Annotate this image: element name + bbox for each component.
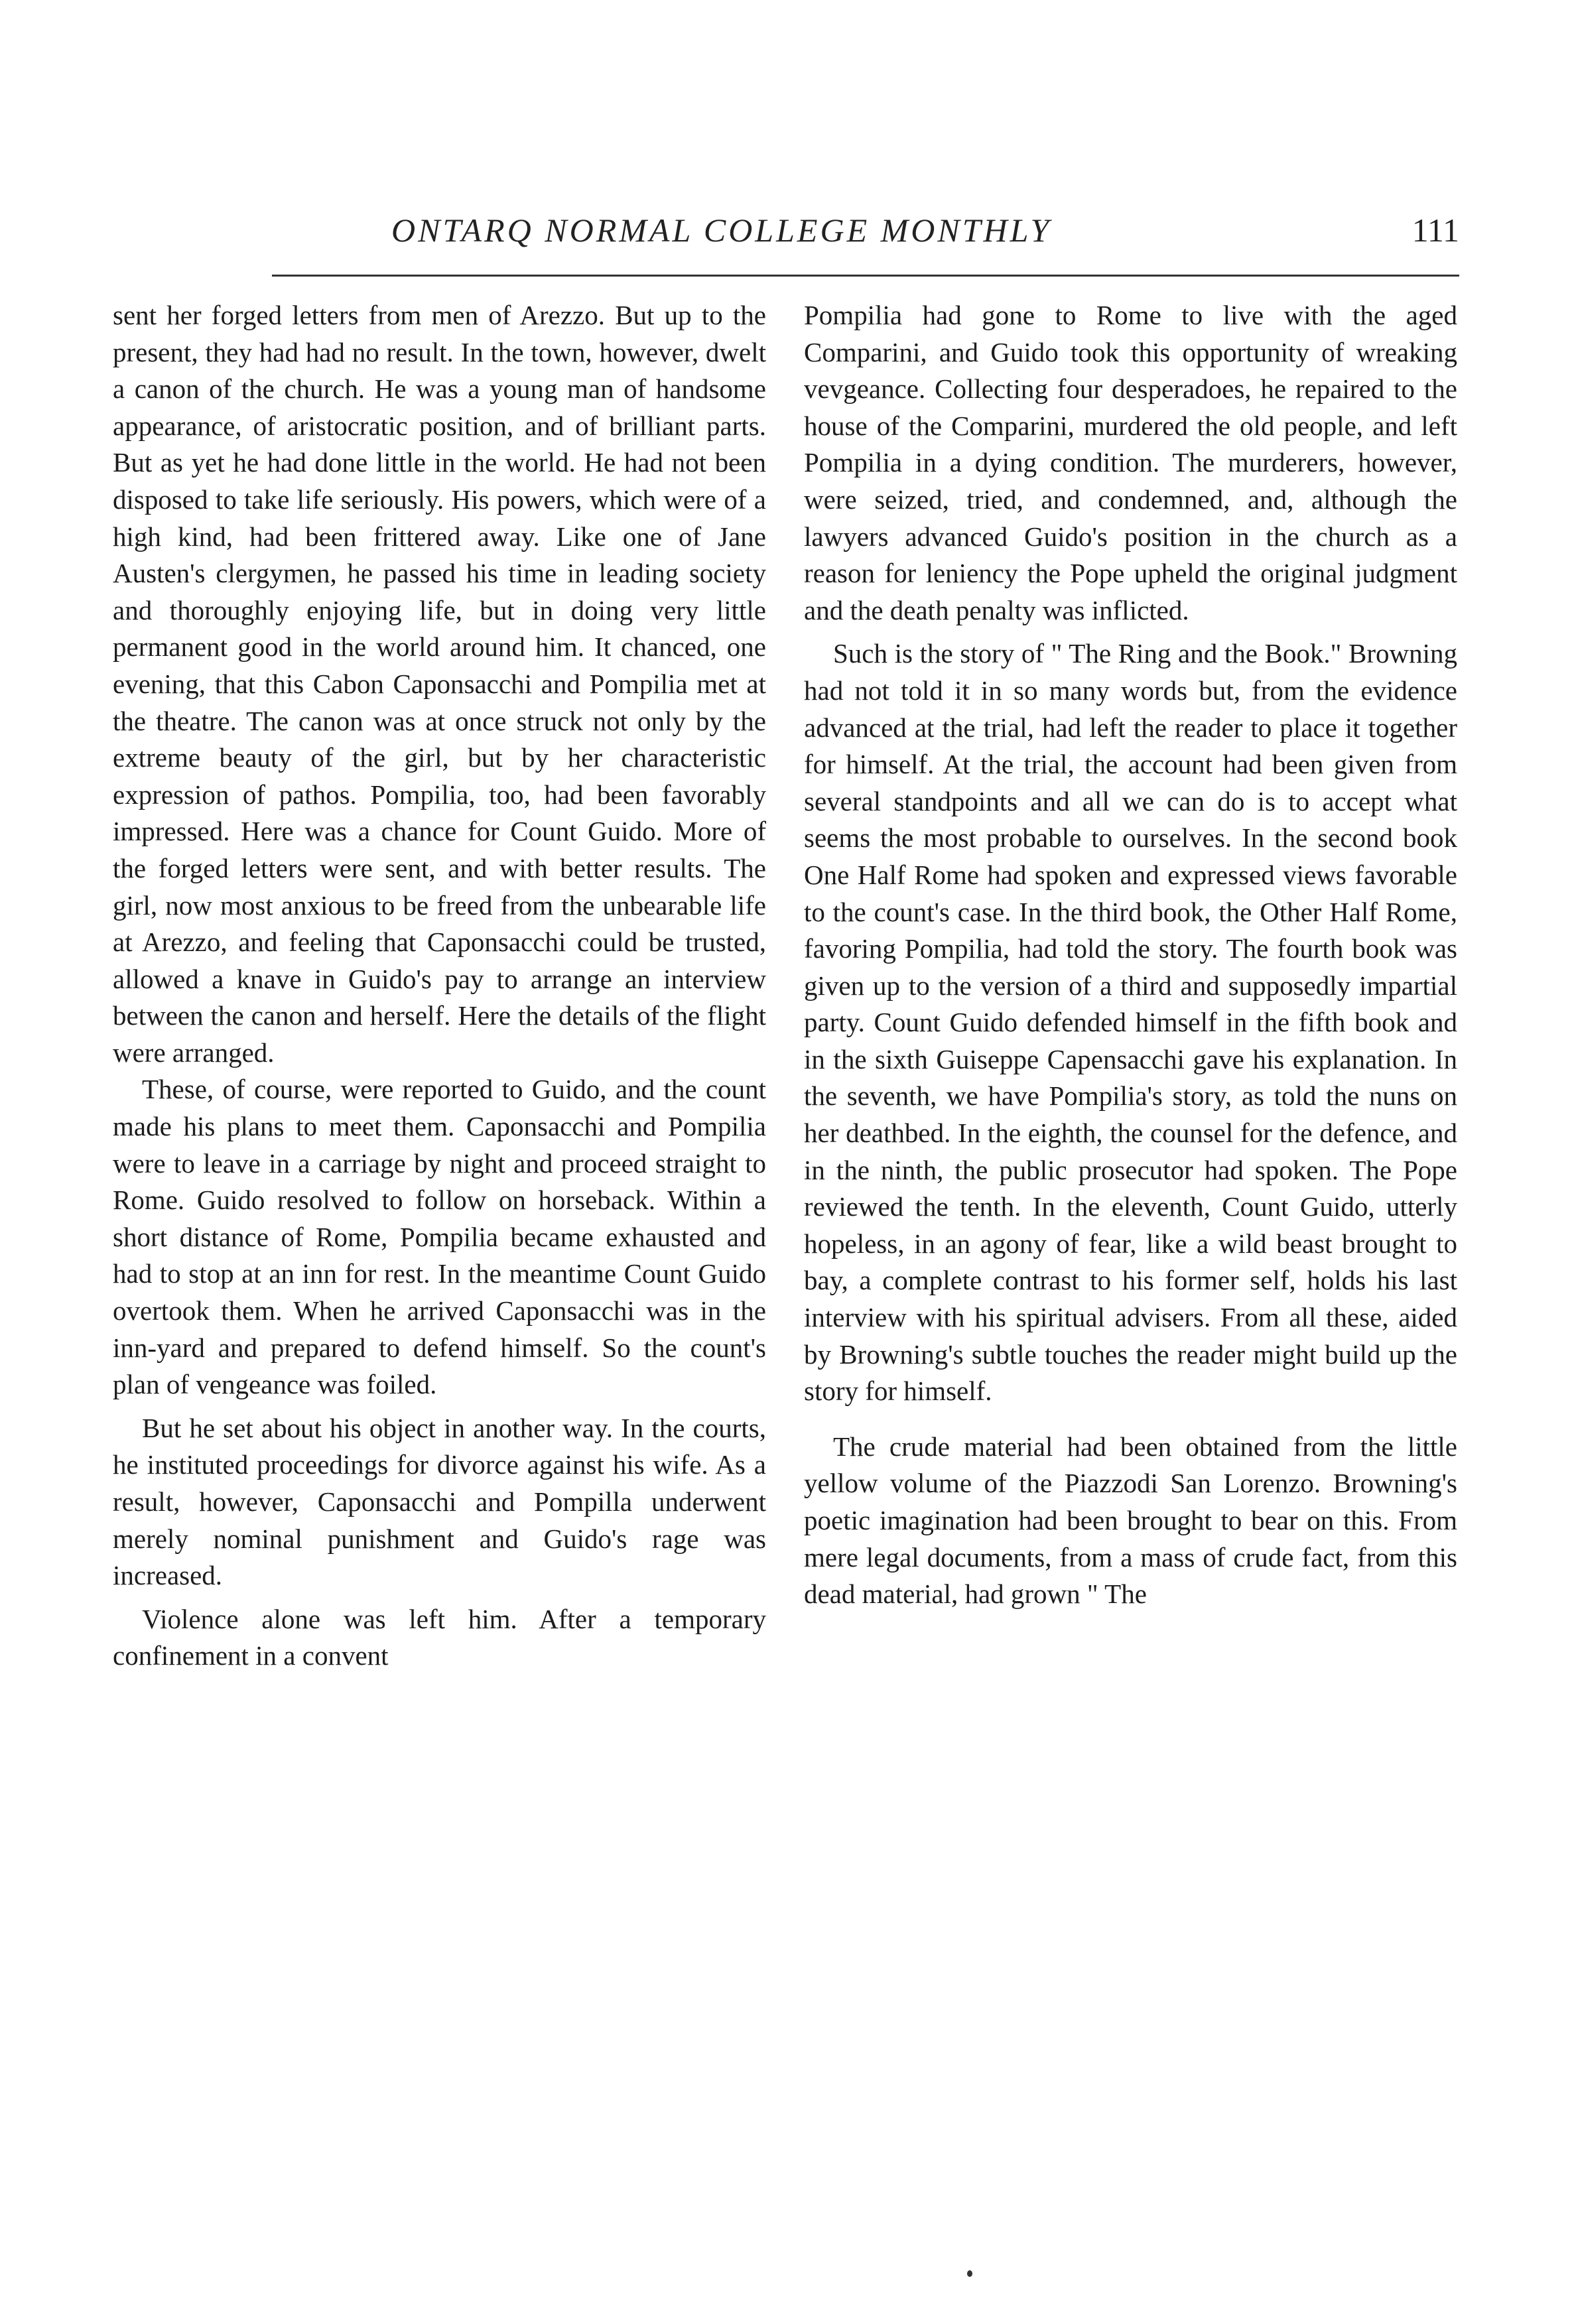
right-column: [804, 297, 1457, 1613]
left-column: [113, 297, 766, 1675]
left-paragraph-2: These, of course, were reported to Guido, and the count made his plans to meet them. Caponsacchi and Pompilia were to leave in a carriage by night and proceed straight to Rome. Guido resolved to follow on horseback. Within a short distance of Rome, Pompilia became exhausted and had to stop at an inn for rest. In the meantime Count Guido overtook them. When he arrived Caponsacchi was in the inn-yard and prepared to defend himself. So the count's plan of vengeance was foiled.: [113, 1074, 766, 1400]
right-paragraph-3: The crude material had been obtained from the little yellow volume of the Piazzodi San Lorenzo. Browning's poetic imagination had been brought to bear on this. From mere legal documents, from a mass of crude fact, from this dead material, had grown " The: [804, 1431, 1457, 1610]
running-head: [272, 211, 1459, 264]
right-paragraph-1: Pompilia had gone to Rome to live with the aged Comparini, and Guido took this opportunity of wreaking vevgeance. Collecting four desperadoes, he repaired to the house of the Comparini, murdered the old people, and left Pompilia in a dying condition. The murderers, however, were seized, tried, and condemned, and, although the lawyers advanced Guido's position in the church as a reason for leniency the Pope upheld the original judgment and the death penalty was inflicted.: [804, 300, 1457, 625]
left-paragraph-3: But he set about his object in another way. In the courts, he instituted proceedings for divorce against his wife. As a result, however, Caponsacchi and Pompilla underwent merely nominal punishment and Guido's rage was increased.: [113, 1412, 766, 1591]
ink-speck: [967, 2270, 972, 2277]
right-paragraph-2: Such is the story of " The Ring and the Book." Browning had not told it in so many words but, from the evidence advanced at the trial, had left the reader to place it together for himself. At the trial, the account had been given from several standpoints and all we can do is to accept what seems the most probable to ourselves. In the second book One Half Rome had spoken and expressed views favorable to the count's case. In the third book, the Other Half Rome, favoring Pompilia, had told the story. The fourth book was given up to the version of a third and supposedly impartial party. Count Guido defended himself in the fifth book and in the sixth Guiseppe Capensacchi gave his explanation. In the seventh, we have Pompilia's story, as told the nuns on her deathbed. In the eighth, the counsel for the defence, and in the ninth, the public prosecutor had spoken. The Pope reviewed the tenth. In the eleventh, Count Guido, utterly hopeless, in an agony of fear, like a wild beast brought to bay, a complete contrast to his former self, holds his last interview with his spiritual advisers. From all these, aided by Browning's subtle touches the reader might build up the story for himself.: [804, 638, 1457, 1407]
header-rule: [272, 275, 1459, 277]
left-paragraph-1: sent her forged letters from men of Arezzo. But up to the present, they had had no result. In the town, however, dwelt a canon of the church. He was a young man of handsome appearance, of aristocratic position, and of brilliant parts. But as yet he had done little in the world. He had not been disposed to take life seriously. His powers, which were of a high kind, had been frittered away. Like one of Jane Austen's clergymen, he passed his time in leading society and thoroughly enjoying life, but in doing very little permanent good in the world around him. It chanced, one evening, that this Cabon Caponsacchi and Pompilia met at the theatre. The canon was at once struck not only by the extreme beauty of the girl, but by her characteristic expression of pathos. Pompilia, too, had been favorably impressed. Here was a chance for Count Guido. More of the forged letters were sent, and with better results. The girl, now most anxious to be freed from the unbearable life at Arezzo, and feeling that Caponsacchi could be trusted, allowed a knave in Guido's pay to arrange an interview between the canon and herself. Here the details of the flight were arranged.: [113, 300, 766, 1068]
left-paragraph-4: Violence alone was left him. After a temporary confinement in a convent: [113, 1603, 766, 1671]
journal-title: ONTARQ NORMAL COLLEGE MONTHLY: [391, 212, 1052, 249]
page-number: 111: [1411, 212, 1459, 249]
